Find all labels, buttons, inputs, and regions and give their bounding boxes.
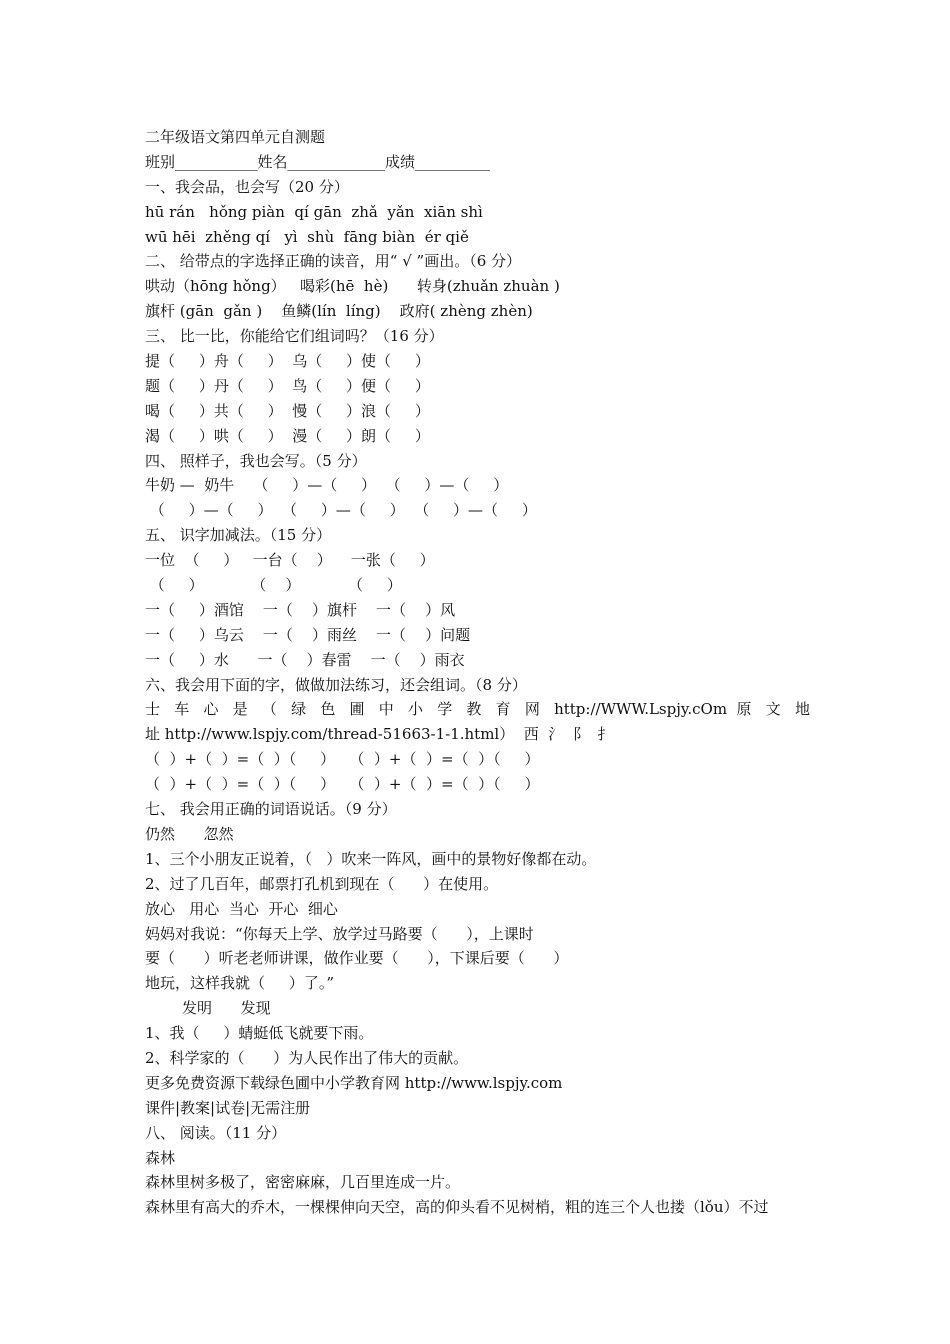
exercise-line: 提（ ）舟（ ） 乌（ ）使（ ） (145, 352, 430, 371)
exercise-line: 渴（ ）哄（ ） 漫（ ）朗（ ） (145, 426, 430, 445)
exercise-line: 1、三个小朋友正说着，（ ）吹来一阵风，画中的景物好像都在动。 (145, 849, 597, 868)
exercise-line: 题（ ）丹（ ） 鸟（ ）便（ ） (145, 376, 430, 395)
exercise-line: 妈妈对我说：“你每天上学、放学过马路要（ ），上课时 (145, 924, 534, 943)
exercise-line: 旗杆 (gān gǎn ) 鱼鳞(lín líng) 政府( zhèng zhèn) (145, 302, 533, 321)
exercise-line: 哄动（hōng hǒng） 喝彩(hē hè) 转身(zhuǎn zhuàn ) (145, 277, 560, 296)
exercise-line-with-url: 士 车 心 是 （ 绿 色 圃 中 小 学 教 育 网 http://WWW.Lspjy.cOm 原 文 地 (145, 700, 810, 719)
exercise-line: （ ）+（ ）=（ ）（ ） （ ）+（ ）=（ ）（ ） (145, 750, 540, 769)
exercise-line: 要（ ）听老老师讲课，做作业要（ ），下课后要（ ） (145, 949, 569, 968)
word-choices: 发明 发现 (182, 999, 271, 1018)
promo-line: 课件|教案|试卷|无需注册 (145, 1098, 311, 1117)
exercise-line: 一（ ）酒馆 一（ ）旗杆 一（ ）风 (145, 600, 456, 619)
exercise-line: 1、我（ ）蜻蜓低飞就要下雨。 (145, 1024, 374, 1043)
section-heading: 一、我会品，也会写（20 分） (145, 177, 349, 196)
section-heading: 四、 照样子，我也会写。（5 分） (145, 451, 367, 470)
word-choices: 放心 用心 当心 开心 细心 (145, 899, 338, 918)
exercise-line: 地玩，这样我就（ ）了。” (145, 974, 335, 993)
pinyin-line: hū rán hǒng piàn qí gān zhǎ yǎn xiān shì (145, 202, 483, 221)
exercise-line: 2、科学家的（ ）为人民作出了伟大的贡献。 (145, 1048, 469, 1067)
student-info-line: 班别___________姓名_____________成绩__________ (145, 152, 491, 171)
section-heading: 三、 比一比，你能给它们组词吗？（16 分） (145, 327, 444, 346)
exercise-line: 喝（ ）共（ ） 慢（ ）浪（ ） (145, 401, 430, 420)
exercise-line-with-url: 址 http://www.lspjy.com/thread-51663-1-1.html） 西 氵 阝 扌 (145, 725, 613, 744)
document-title: 二年级语文第四单元自测题 (145, 128, 326, 146)
exercise-line: （ ） （ ） （ ） (145, 576, 402, 595)
pinyin-line: wū hēi zhěng qí yì shù fāng biàn ér qiě (145, 227, 469, 246)
exercise-line: 一（ ）乌云 一（ ）雨丝 一（ ）问题 (145, 625, 471, 644)
reading-paragraph: 森林里有高大的乔木，一棵棵伸向天空，高的仰头看不见树梢，粗的连三个人也搂（lǒu）不过 (145, 1198, 769, 1217)
exercise-line: （ ）—（ ） （ ）—（ ） （ ）—（ ） (145, 501, 537, 520)
exercise-line: 一位 （ ） 一台（ ） 一张（ ） (145, 551, 435, 570)
section-heading: 二、 给带点的字选择正确的读音，用“ √ ”画出。（6 分） (145, 252, 522, 271)
exercise-line: （ ）+（ ）=（ ）（ ） （ ）+（ ）=（ ）（ ） (145, 775, 540, 794)
document-body (145, 125, 810, 1220)
exercise-line: 牛奶 — 奶牛 （ ）—（ ） （ ）—（ ） (145, 476, 509, 495)
section-heading: 五、 识字加减法。（15 分） (145, 526, 332, 545)
exercise-line: 一（ ）水 一（ ）春雷 一（ ）雨衣 (145, 650, 465, 669)
section-heading: 六、我会用下面的字，做做加法练习，还会组词。（8 分） (145, 675, 527, 694)
promo-line: 更多免费资源下载绿色圃中小学教育网 http://www.lspjy.com (145, 1073, 563, 1092)
section-heading: 七、 我会用正确的词语说话。（9 分） (145, 800, 397, 819)
word-choices: 仍然 忽然 (145, 824, 234, 843)
reading-title: 森林 (145, 1148, 176, 1167)
reading-paragraph: 森林里树多极了，密密麻麻，几百里连成一片。 (145, 1173, 461, 1192)
section-heading: 八、 阅读。（11 分） (145, 1123, 287, 1142)
exercise-line: 2、过了几百年，邮票打孔机到现在（ ）在使用。 (145, 874, 499, 893)
